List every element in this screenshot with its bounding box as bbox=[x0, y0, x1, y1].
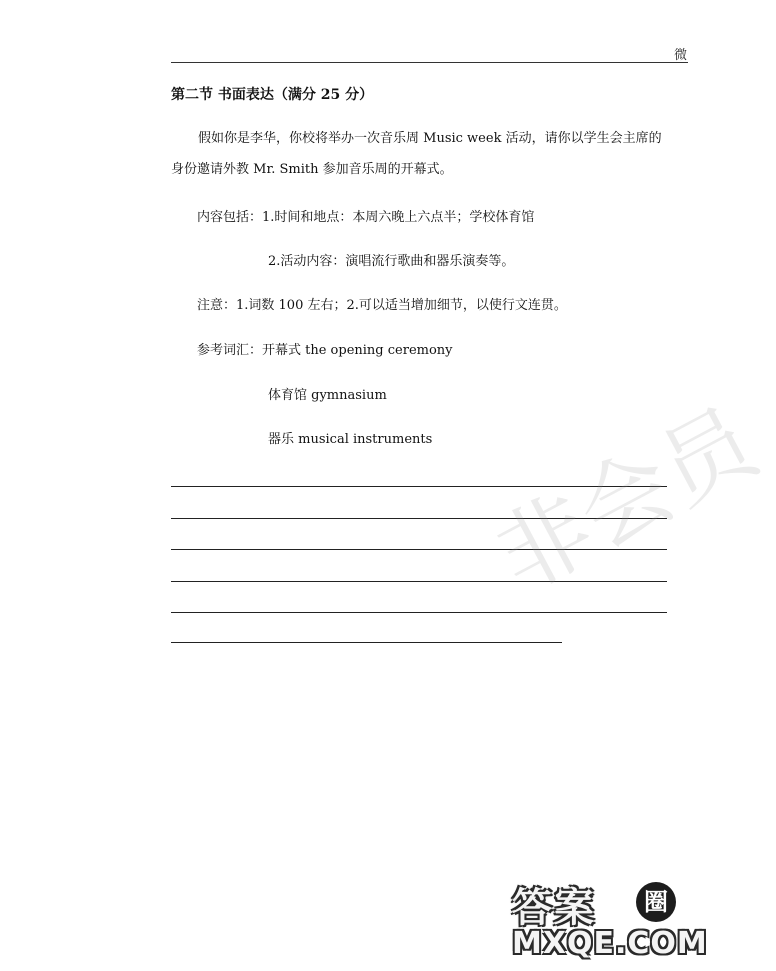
header-mark: 微 bbox=[674, 48, 688, 63]
prompt-paragraph bbox=[171, 123, 668, 185]
logo-bottom-text: MXQE.COM bbox=[512, 926, 708, 961]
writing-line bbox=[171, 642, 562, 643]
vocab-item-2: 体育馆 gymnasium bbox=[268, 388, 387, 403]
vocab-item-3: 器乐 musical instruments bbox=[268, 432, 433, 447]
watermark-text: 非会员 bbox=[479, 388, 774, 613]
vocab-label-line: 参考词汇：开幕式 the opening ceremony bbox=[197, 343, 453, 358]
writing-line bbox=[171, 612, 667, 613]
content-label-line: 内容包括：1.时间和地点：本周六晚上六点半；学校体育馆 bbox=[197, 210, 535, 225]
section-title: 第二节 书面表达（满分 25 分） bbox=[171, 87, 374, 103]
content-item-2: 2.活动内容：演唱流行歌曲和器乐演奏等。 bbox=[268, 254, 515, 269]
site-logo bbox=[506, 872, 708, 968]
logo-top-text: 答案 bbox=[512, 885, 596, 931]
prompt-text: 假如你是李华，你校将举办一次音乐周 Music week 活动，请你以学生会主席的身份邀请外教 Mr. Smith 参加音乐周的开幕式。 bbox=[171, 131, 662, 177]
header-rule bbox=[171, 62, 688, 63]
logo-badge: 圈 bbox=[636, 882, 676, 922]
notes-line: 注意：1.词数 100 左右；2.可以适当增加细节，以使行文连贯。 bbox=[197, 298, 567, 313]
